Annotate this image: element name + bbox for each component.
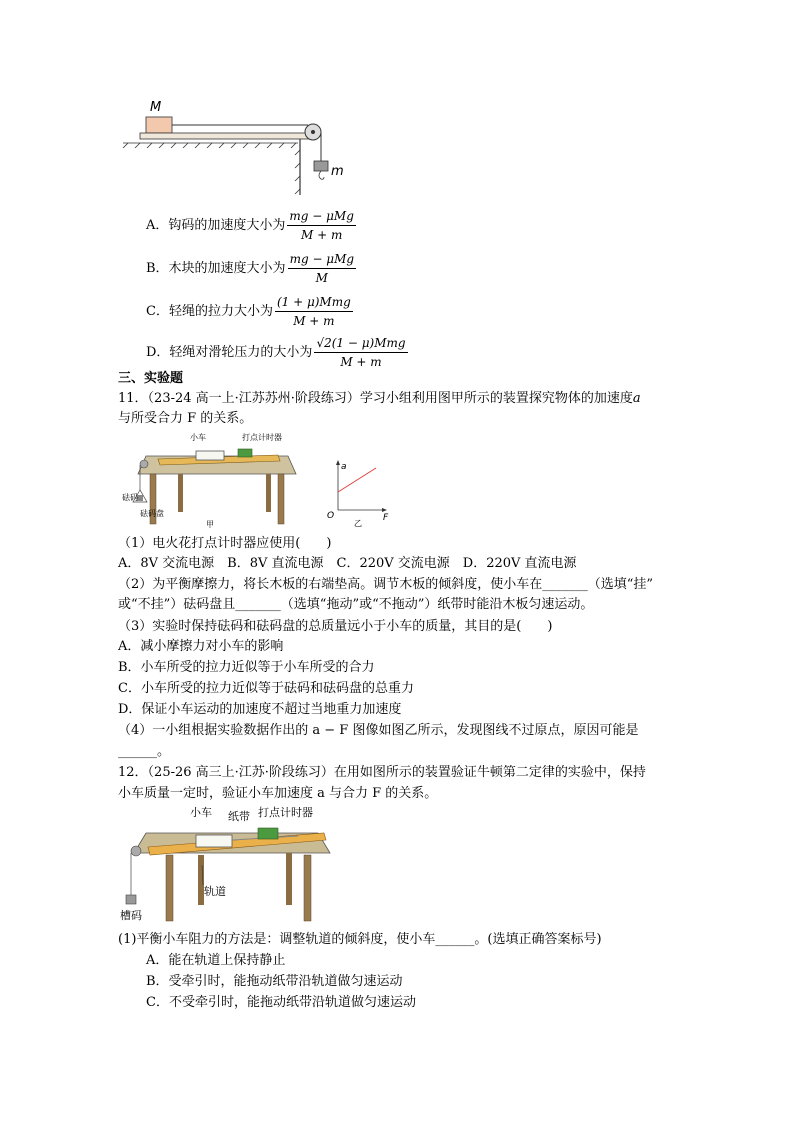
q12-line1: 12．（25-26 高三上·江苏·阶段练习）在用如图所示的装置验证牛顿第二定律的实验中，保持 xyxy=(118,765,646,780)
q11-line1 xyxy=(118,391,641,407)
option-B-text: B．木块的加速度大小为 xyxy=(146,261,286,276)
label-track: 轨道 xyxy=(204,885,226,898)
q11-p3-C: C．小车所受的拉力近似等于砝码和砝码盘的总重力 xyxy=(118,681,414,696)
pulley xyxy=(131,846,141,856)
q11-p2b: 或“不挂”）砝码盘且_______（选填“拖动”或“不拖动”）纸带时能沿木板匀速运动。 xyxy=(118,597,594,612)
figure-q11-yi xyxy=(322,460,392,528)
label-pan: 砝码盘 xyxy=(140,509,164,518)
option-C-formula xyxy=(275,294,353,329)
label-tape: 纸带 xyxy=(228,810,250,823)
timer xyxy=(258,828,278,839)
car xyxy=(196,451,224,460)
numerator: √2(1 − μ)Mmg xyxy=(314,335,407,353)
mass-m xyxy=(314,161,328,171)
figure-q11-jia xyxy=(118,428,303,530)
weight xyxy=(126,895,136,904)
label-yi: 乙 xyxy=(354,519,362,528)
q11-line2: 与所受合力 F 的关系。 xyxy=(118,411,253,426)
q12-p1: (1)平衡小车阻力的方法是：调整轨道的倾斜度，使小车______。(选填正确答案标号) xyxy=(118,932,602,947)
label-timer: 打点计时器 xyxy=(242,433,282,442)
option-A-text: A．钩码的加速度大小为 xyxy=(146,218,286,233)
ground-hatch xyxy=(123,143,298,148)
option-D-formula xyxy=(314,335,407,370)
option-C-text: C．轻绳的拉力大小为 xyxy=(146,304,273,319)
option-D-text: D．轻绳对滑轮压力的大小为 xyxy=(146,345,313,360)
label-jia: 甲 xyxy=(206,520,214,529)
q11-p4b: ______。 xyxy=(118,744,171,759)
denominator: M + m xyxy=(293,314,335,328)
q11-p3: （3）实验时保持砝码和砝码盘的总质量远小于小车的质量，其目的是( ) xyxy=(118,619,553,634)
q12-option-A: A．能在轨道上保持静止 xyxy=(146,953,286,968)
numerator: mg − μMg xyxy=(287,208,356,226)
denominator: M xyxy=(315,271,328,285)
label-m: m xyxy=(331,164,344,179)
q11-a: a xyxy=(632,391,641,406)
block-M xyxy=(146,117,172,133)
label-F: F xyxy=(383,513,389,523)
q11-p1: （1）电火花打点计时器应使用( ) xyxy=(118,536,332,551)
label-M: M xyxy=(150,100,162,115)
option-B xyxy=(146,251,356,286)
q11-p3-A: A．减小摩擦力对小车的影响 xyxy=(118,639,284,654)
option-C xyxy=(146,294,353,329)
q11-p3-B: B．小车所受的拉力近似等于小车所受的合力 xyxy=(118,660,375,675)
q12-option-C: C．不受牵引时，能拖动纸带沿轨道做匀速运动 xyxy=(146,995,416,1010)
q12-line2: 小车质量一定时，验证小车加速度 a 与合力 F 的关系。 xyxy=(118,786,438,801)
figure-block-pulley xyxy=(118,95,358,200)
q11-text: 11．（23-24 高一上·江苏苏州·阶段练习）学习小组利用图甲所示的装置探究物体的加速度 xyxy=(118,391,633,406)
section-heading: 三、实验题 xyxy=(118,371,184,386)
figure-q12 xyxy=(118,803,343,925)
q11-p2a: （2）为平衡摩擦力，将长木板的右端垫高。调节木板的倾斜度，使小车在_______（选填“挂” xyxy=(118,577,654,592)
q11-p3-D: D．保证小车运动的加速度不超过当地重力加速度 xyxy=(118,702,402,717)
label-car: 小车 xyxy=(190,806,212,819)
label-car: 小车 xyxy=(190,433,206,442)
option-B-formula xyxy=(288,251,357,286)
option-A xyxy=(146,208,356,243)
numerator: (1 + μ)Mmg xyxy=(275,294,353,312)
car xyxy=(196,835,232,847)
label-a: a xyxy=(341,462,347,472)
q12-option-B: B．受牵引时，能拖动纸带沿轨道做匀速运动 xyxy=(146,974,403,989)
pulley xyxy=(140,460,148,468)
numerator: mg − μMg xyxy=(288,251,357,269)
q11-p4a: （4）一小组根据实验数据作出的 a − F 图像如图乙所示，发现图线不过原点，原因可能是 xyxy=(118,723,639,738)
timer xyxy=(238,449,252,457)
label-timer: 打点计时器 xyxy=(258,806,313,819)
label-weight: 槽码 xyxy=(120,909,142,922)
q11-p1-options: A．8V 交流电源 B．8V 直流电源 C．220V 交流电源 D．220V 直流电源 xyxy=(118,556,577,571)
label-weight: 砝码 xyxy=(122,493,138,502)
option-D xyxy=(146,335,408,370)
label-O: O xyxy=(327,511,335,521)
option-A-formula xyxy=(287,208,356,243)
denominator: M + m xyxy=(340,355,382,369)
denominator: M + m xyxy=(300,228,343,242)
table-top xyxy=(140,133,310,139)
